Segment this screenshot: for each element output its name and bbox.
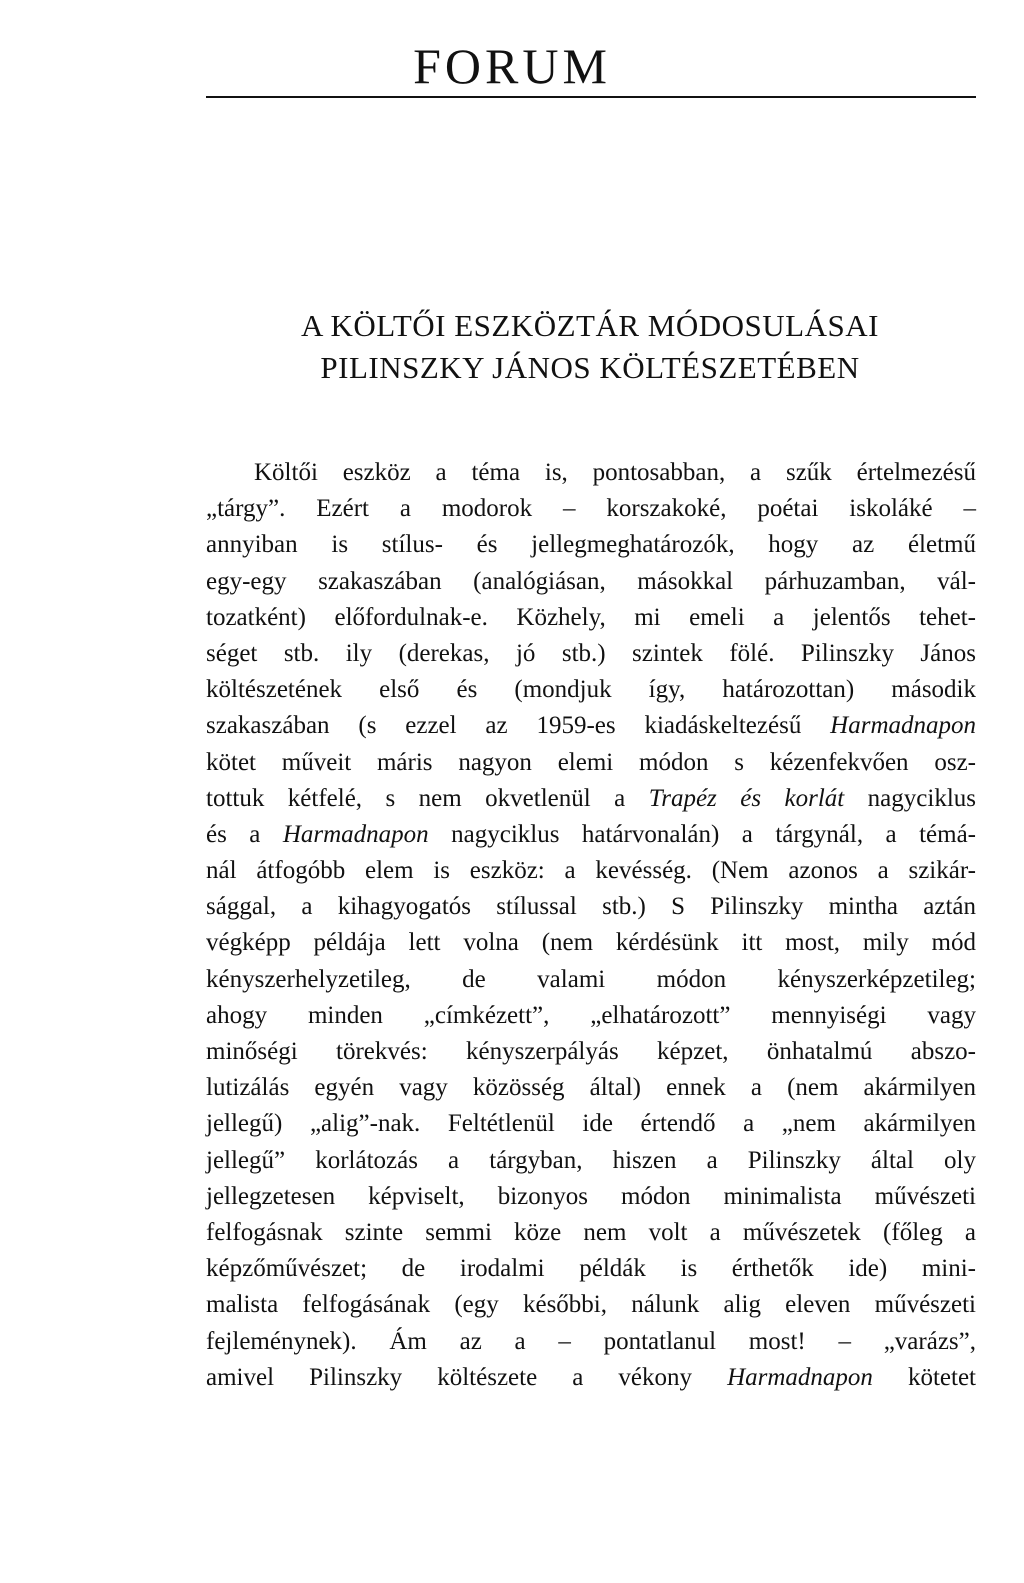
body-line-text: és a [206, 820, 283, 848]
body-line: kényszerhelyzetileg, de valami módon kényszerképzetileg; [206, 965, 976, 993]
body-line: fejleménynek). Ám az a – pontatlanul most! – „varázs”, [206, 1327, 976, 1355]
body-line: költészetének első és (mondjuk így, határozottan) második [206, 676, 976, 704]
body-line: „tárgy”. Ezért a modorok – korszakoké, poétai iskoláké – [206, 495, 976, 523]
body-line-text: szakaszában (s ezzel az 1959-es kiadáskeltezésű [206, 712, 831, 740]
body-line: sággal, a kihagyogatós stílussal stb.) S Pilinszky mintha aztán [206, 893, 976, 921]
body-line: lutizálás egyén vagy közösség által) ennek a (nem akármilyen [206, 1074, 976, 1102]
body-line: felfogásnak szinte semmi köze nem volt a művészetek (főleg a [206, 1218, 976, 1246]
body-line: egy-egy szakaszában (analógiásan, másokkal párhuzamban, vál- [206, 567, 976, 595]
body-line-text: amivel Pilinszky költészete a vékony [206, 1363, 728, 1391]
italic-title: Harmadnapon [727, 1363, 873, 1391]
body-line: tozatként) előfordulnak-e. Közhely, mi emeli a jelentős tehet- [206, 603, 976, 631]
running-head: FORUM [413, 38, 611, 94]
body-line-text: nagyciklus határvonalán) a tárgynál, a témá- [428, 820, 976, 848]
body-line: ahogy minden „címkézett”, „elhatározott” mennyiségi vagy [206, 1001, 976, 1029]
body-line: nál átfogóbb elem is eszköz: a kevésség. (Nem azonos a szikár- [206, 857, 976, 885]
body-line: jellegű” korlátozás a tárgyban, hiszen a Pilinszky által oly [206, 1146, 976, 1174]
body-line: annyiban is stílus- és jellegmeghatározók, hogy az életmű [206, 531, 976, 559]
article-title-line-1: A KÖLTŐI ESZKÖZTÁR MÓDOSULÁSAI [301, 308, 879, 343]
italic-title: Harmadnapon [830, 712, 976, 740]
italic-title: Trapéz és korlát [648, 784, 845, 812]
body-line: képzőművészet; de irodalmi példák is érthetők ide) mini- [206, 1255, 976, 1283]
body-line-text: kötetet [872, 1363, 976, 1391]
article-title [0, 305, 1024, 389]
body-line [206, 781, 976, 817]
body-line: séget stb. ily (derekas, jó stb.) szintek fölé. Pilinszky János [206, 639, 976, 667]
body-line [206, 1360, 976, 1396]
article-body [206, 455, 976, 1396]
body-line: végképp példája lett volna (nem kérdésünk itt most, mily mód [206, 929, 976, 957]
header-rule [206, 96, 976, 98]
body-line: Költői eszköz a téma is, pontosabban, a szűk értelmezésű [254, 459, 976, 486]
body-line [206, 708, 976, 744]
body-line: malista felfogásának (egy későbbi, nálunk alig eleven művészeti [206, 1291, 976, 1319]
article-title-line-2: PILINSZKY JÁNOS KÖLTÉSZETÉBEN [320, 350, 860, 385]
body-line: minőségi törekvés: kényszerpályás képzet, önhatalmú abszo- [206, 1038, 976, 1065]
italic-title: Harmadnapon [282, 820, 429, 848]
body-line: jellegzetesen képviselt, bizonyos módon minimalista művészeti [206, 1182, 976, 1210]
body-line: kötet műveit máris nagyon elemi módon s kézenfekvően osz- [206, 748, 976, 776]
body-line-text: tottuk kétfelé, s nem okvetlenül a [206, 784, 649, 812]
body-line-text: nagyciklus [844, 784, 976, 812]
body-line [206, 817, 976, 853]
body-line: jellegű) „alig”-nak. Feltétlenül ide értendő a „nem akármilyen [206, 1110, 976, 1138]
